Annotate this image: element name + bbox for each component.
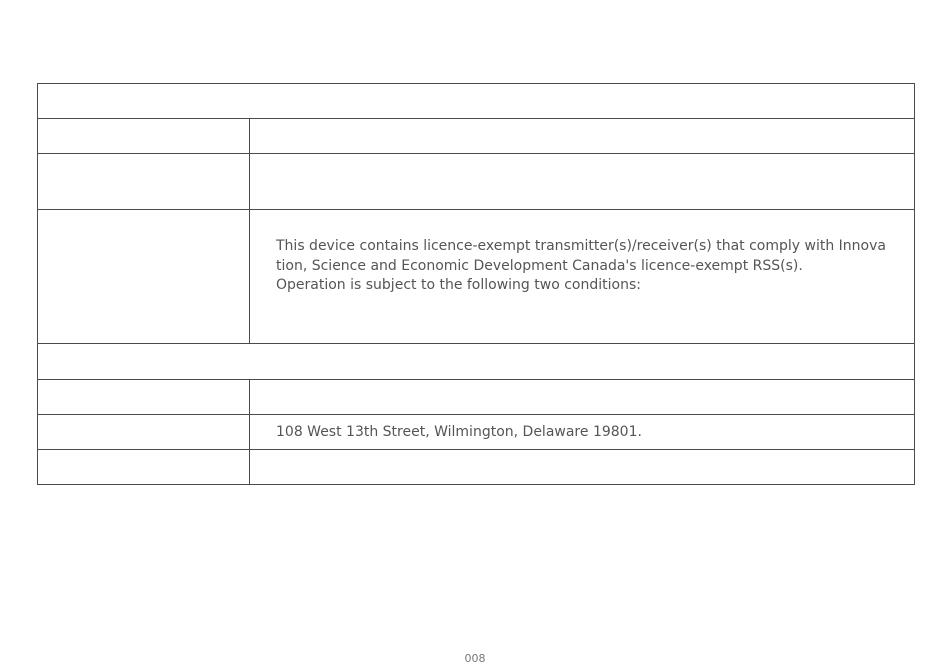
row-value-cell xyxy=(250,380,915,415)
table-row xyxy=(38,380,915,415)
table-row-section-header xyxy=(38,344,915,380)
table-row-header xyxy=(38,84,915,119)
row-value-cell xyxy=(250,450,915,485)
table-header-cell xyxy=(38,84,915,119)
table-row xyxy=(38,119,915,154)
row-label-cell xyxy=(38,415,250,450)
row-label-cell xyxy=(38,210,250,344)
ised-statement-line-3: Operation is subject to the following two conditions: xyxy=(276,277,641,293)
page-number: 008 xyxy=(464,652,486,665)
compliance-table xyxy=(37,83,915,485)
row-value-cell xyxy=(250,154,915,210)
table-row xyxy=(38,154,915,210)
row-label-cell xyxy=(38,380,250,415)
ised-statement-text xyxy=(250,210,914,296)
ised-statement-line-1: This device contains licence-exempt transmitter(s)/receiver(s) that comply with Innova xyxy=(276,238,886,254)
row-label-cell xyxy=(38,119,250,154)
table-row-address xyxy=(38,415,915,450)
ised-statement-line-2: tion, Science and Economic Development Canada's licence-exempt RSS(s). xyxy=(276,257,803,274)
address-cell xyxy=(250,415,915,450)
row-value-cell xyxy=(250,119,915,154)
table-row-ised-statement xyxy=(38,210,915,344)
row-label-cell xyxy=(38,154,250,210)
section-header-cell xyxy=(38,344,915,380)
row-label-cell xyxy=(38,450,250,485)
table-row xyxy=(38,450,915,485)
ised-statement-cell xyxy=(250,210,915,344)
address-text: 108 West 13th Street, Wilmington, Delaware 19801. xyxy=(276,424,642,440)
